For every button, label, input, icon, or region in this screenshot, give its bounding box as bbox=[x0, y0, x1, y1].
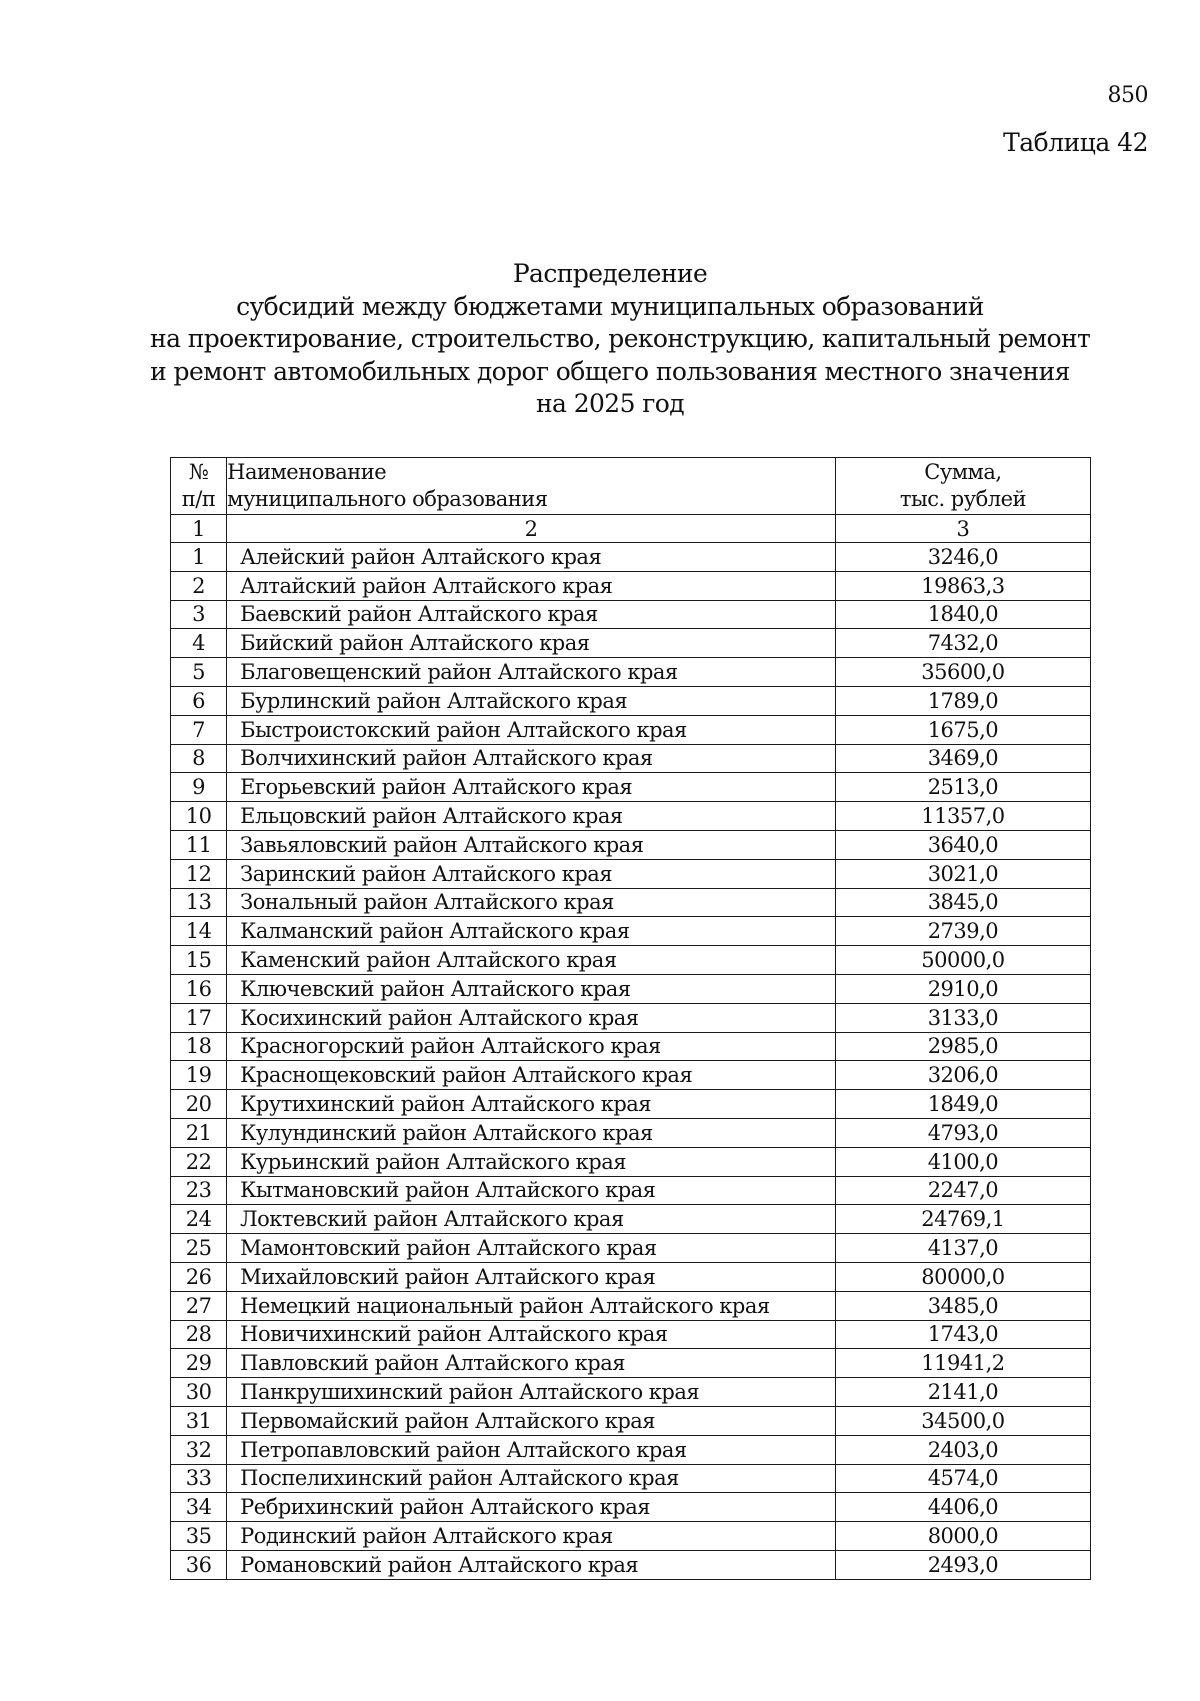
municipality-name: Егорьевский район Алтайского края bbox=[227, 773, 836, 802]
row-number: 27 bbox=[171, 1291, 227, 1320]
municipality-name: Ельцовский район Алтайского края bbox=[227, 802, 836, 831]
municipality-name: Завьяловский район Алтайского края bbox=[227, 830, 836, 859]
table-row bbox=[171, 744, 1091, 773]
table-label: Таблица 42 bbox=[1003, 128, 1148, 157]
table-row bbox=[171, 1032, 1091, 1061]
row-number: 13 bbox=[171, 888, 227, 917]
municipality-name: Заринский район Алтайского края bbox=[227, 859, 836, 888]
header-sum-line1: Сумма, bbox=[924, 460, 1002, 484]
subsidy-amount: 3640,0 bbox=[835, 830, 1090, 859]
header-number-line1: № bbox=[188, 460, 209, 484]
subsidy-amount: 34500,0 bbox=[835, 1406, 1090, 1435]
row-number: 19 bbox=[171, 1061, 227, 1090]
row-number: 24 bbox=[171, 1205, 227, 1234]
table-row bbox=[171, 1205, 1091, 1234]
subsidy-amount: 1840,0 bbox=[835, 600, 1090, 629]
header-name-line2: муниципального образования bbox=[227, 487, 548, 511]
subsidy-amount: 7432,0 bbox=[835, 629, 1090, 658]
subsidy-amount: 2493,0 bbox=[835, 1550, 1090, 1579]
municipality-name: Ключевский район Алтайского края bbox=[227, 974, 836, 1003]
municipality-name: Кытмановский район Алтайского края bbox=[227, 1176, 836, 1205]
subsidy-amount: 3021,0 bbox=[835, 859, 1090, 888]
row-number: 12 bbox=[171, 859, 227, 888]
table-row bbox=[171, 1435, 1091, 1464]
row-number: 14 bbox=[171, 917, 227, 946]
table-row bbox=[171, 1522, 1091, 1551]
subsidy-amount: 24769,1 bbox=[835, 1205, 1090, 1234]
table-row bbox=[171, 1464, 1091, 1493]
table-row bbox=[171, 802, 1091, 831]
municipality-name: Косихинский район Алтайского края bbox=[227, 1003, 836, 1032]
table-row bbox=[171, 1320, 1091, 1349]
subsidy-amount: 2247,0 bbox=[835, 1176, 1090, 1205]
subsidy-amount: 1743,0 bbox=[835, 1320, 1090, 1349]
subsidy-amount: 3133,0 bbox=[835, 1003, 1090, 1032]
table-row bbox=[171, 1406, 1091, 1435]
table-row bbox=[171, 1090, 1091, 1119]
municipality-name: Быстроистокский район Алтайского края bbox=[227, 715, 836, 744]
row-number: 1 bbox=[171, 543, 227, 572]
header-name-line1: Наименование bbox=[227, 460, 387, 484]
table-row bbox=[171, 859, 1091, 888]
municipality-name: Каменский район Алтайского края bbox=[227, 946, 836, 975]
row-number: 16 bbox=[171, 974, 227, 1003]
subsidy-amount: 3845,0 bbox=[835, 888, 1090, 917]
subsidy-amount: 1789,0 bbox=[835, 686, 1090, 715]
table-row bbox=[171, 830, 1091, 859]
subsidy-amount: 2739,0 bbox=[835, 917, 1090, 946]
title-line: и ремонт автомобильных дорог общего пользования местного значения bbox=[150, 356, 1070, 386]
row-number: 3 bbox=[171, 600, 227, 629]
row-number: 28 bbox=[171, 1320, 227, 1349]
table-row bbox=[171, 715, 1091, 744]
municipality-name: Панкрушихинский район Алтайского края bbox=[227, 1378, 836, 1407]
municipality-name: Алейский район Алтайского края bbox=[227, 543, 836, 572]
row-number: 6 bbox=[171, 686, 227, 715]
table-row bbox=[171, 946, 1091, 975]
row-number: 8 bbox=[171, 744, 227, 773]
table-row bbox=[171, 658, 1091, 687]
row-number: 5 bbox=[171, 658, 227, 687]
municipality-name: Немецкий национальный район Алтайского края bbox=[227, 1291, 836, 1320]
subsidy-distribution-table bbox=[170, 457, 1091, 1580]
subsidy-amount: 8000,0 bbox=[835, 1522, 1090, 1551]
subsidy-amount: 4406,0 bbox=[835, 1493, 1090, 1522]
column-index: 1 bbox=[171, 515, 227, 543]
row-number: 32 bbox=[171, 1435, 227, 1464]
title-line: Распределение bbox=[512, 259, 708, 288]
subsidy-amount: 3469,0 bbox=[835, 744, 1090, 773]
subsidy-amount: 2403,0 bbox=[835, 1435, 1090, 1464]
municipality-name: Новичихинский район Алтайского края bbox=[227, 1320, 836, 1349]
row-number: 36 bbox=[171, 1550, 227, 1579]
row-number: 26 bbox=[171, 1262, 227, 1291]
municipality-name: Родинский район Алтайского края bbox=[227, 1522, 836, 1551]
table-row bbox=[171, 974, 1091, 1003]
municipality-name: Павловский район Алтайского края bbox=[227, 1349, 836, 1378]
row-number: 30 bbox=[171, 1378, 227, 1407]
row-number: 23 bbox=[171, 1176, 227, 1205]
municipality-name: Алтайский район Алтайского края bbox=[227, 571, 836, 600]
header-name bbox=[227, 458, 836, 515]
subsidy-amount: 4137,0 bbox=[835, 1234, 1090, 1263]
table-row bbox=[171, 1003, 1091, 1032]
row-number: 15 bbox=[171, 946, 227, 975]
table-row bbox=[171, 1118, 1091, 1147]
subsidy-amount: 4793,0 bbox=[835, 1118, 1090, 1147]
municipality-name: Краснощековский район Алтайского края bbox=[227, 1061, 836, 1090]
subsidy-amount: 50000,0 bbox=[835, 946, 1090, 975]
municipality-name: Волчихинский район Алтайского края bbox=[227, 744, 836, 773]
header-sum bbox=[835, 458, 1090, 515]
row-number: 11 bbox=[171, 830, 227, 859]
municipality-name: Калманский район Алтайского края bbox=[227, 917, 836, 946]
subsidy-amount: 19863,3 bbox=[835, 571, 1090, 600]
document-title bbox=[150, 258, 1091, 421]
table-row bbox=[171, 543, 1091, 572]
table-row bbox=[171, 1291, 1091, 1320]
table-row bbox=[171, 1349, 1091, 1378]
table-row bbox=[171, 1147, 1091, 1176]
subsidy-amount: 80000,0 bbox=[835, 1262, 1090, 1291]
municipality-name: Курьинский район Алтайского края bbox=[227, 1147, 836, 1176]
title-line: на 2025 год bbox=[535, 389, 685, 418]
row-number: 31 bbox=[171, 1406, 227, 1435]
row-number: 9 bbox=[171, 773, 227, 802]
row-number: 7 bbox=[171, 715, 227, 744]
row-number: 17 bbox=[171, 1003, 227, 1032]
subsidy-amount: 2985,0 bbox=[835, 1032, 1090, 1061]
table-row bbox=[171, 1378, 1091, 1407]
subsidy-amount: 2910,0 bbox=[835, 974, 1090, 1003]
municipality-name: Локтевский район Алтайского края bbox=[227, 1205, 836, 1234]
page-number: 850 bbox=[1107, 83, 1148, 108]
row-number: 20 bbox=[171, 1090, 227, 1119]
row-number: 33 bbox=[171, 1464, 227, 1493]
table-row bbox=[171, 888, 1091, 917]
title-line: субсидий между бюджетами муниципальных образований bbox=[236, 291, 984, 321]
row-number: 29 bbox=[171, 1349, 227, 1378]
municipality-name: Крутихинский район Алтайского края bbox=[227, 1090, 836, 1119]
subsidy-amount: 11941,2 bbox=[835, 1349, 1090, 1378]
subsidy-amount: 3485,0 bbox=[835, 1291, 1090, 1320]
row-number: 35 bbox=[171, 1522, 227, 1551]
table-header-row bbox=[171, 458, 1091, 515]
municipality-name: Бурлинский район Алтайского края bbox=[227, 686, 836, 715]
municipality-name: Зональный район Алтайского края bbox=[227, 888, 836, 917]
municipality-name: Романовский район Алтайского края bbox=[227, 1550, 836, 1579]
subsidy-amount: 1849,0 bbox=[835, 1090, 1090, 1119]
municipality-name: Михайловский район Алтайского края bbox=[227, 1262, 836, 1291]
table-row bbox=[171, 917, 1091, 946]
table-row bbox=[171, 629, 1091, 658]
row-number: 22 bbox=[171, 1147, 227, 1176]
municipality-name: Красногорский район Алтайского края bbox=[227, 1032, 836, 1061]
municipality-name: Благовещенский район Алтайского края bbox=[227, 658, 836, 687]
row-number: 25 bbox=[171, 1234, 227, 1263]
subsidy-amount: 2141,0 bbox=[835, 1378, 1090, 1407]
subsidy-amount: 2513,0 bbox=[835, 773, 1090, 802]
table-row bbox=[171, 1262, 1091, 1291]
subsidy-amount: 1675,0 bbox=[835, 715, 1090, 744]
table-row bbox=[171, 571, 1091, 600]
column-index-row bbox=[171, 515, 1091, 543]
subsidy-amount: 11357,0 bbox=[835, 802, 1090, 831]
municipality-name: Поспелихинский район Алтайского края bbox=[227, 1464, 836, 1493]
table-row bbox=[171, 773, 1091, 802]
table-row bbox=[171, 1176, 1091, 1205]
subsidy-amount: 4100,0 bbox=[835, 1147, 1090, 1176]
column-index: 3 bbox=[835, 515, 1090, 543]
row-number: 4 bbox=[171, 629, 227, 658]
table-row bbox=[171, 1234, 1091, 1263]
table-row bbox=[171, 1550, 1091, 1579]
row-number: 21 bbox=[171, 1118, 227, 1147]
row-number: 34 bbox=[171, 1493, 227, 1522]
table-row bbox=[171, 600, 1091, 629]
municipality-name: Петропавловский район Алтайского края bbox=[227, 1435, 836, 1464]
municipality-name: Ребрихинский район Алтайского края bbox=[227, 1493, 836, 1522]
municipality-name: Кулундинский район Алтайского края bbox=[227, 1118, 836, 1147]
row-number: 18 bbox=[171, 1032, 227, 1061]
subsidy-amount: 3246,0 bbox=[835, 543, 1090, 572]
subsidy-amount: 35600,0 bbox=[835, 658, 1090, 687]
row-number: 2 bbox=[171, 571, 227, 600]
table-row bbox=[171, 1493, 1091, 1522]
column-index: 2 bbox=[227, 515, 836, 543]
subsidy-amount: 3206,0 bbox=[835, 1061, 1090, 1090]
table-row bbox=[171, 1061, 1091, 1090]
header-number-line2: п/п bbox=[181, 487, 216, 511]
municipality-name: Баевский район Алтайского края bbox=[227, 600, 836, 629]
header-sum-line2: тыс. рублей bbox=[899, 487, 1027, 511]
row-number: 10 bbox=[171, 802, 227, 831]
table-row bbox=[171, 686, 1091, 715]
title-line: на проектирование, строительство, реконструкцию, капитальный ремонт bbox=[150, 324, 1091, 353]
municipality-name: Мамонтовский район Алтайского края bbox=[227, 1234, 836, 1263]
municipality-name: Первомайский район Алтайского края bbox=[227, 1406, 836, 1435]
header-number bbox=[171, 458, 227, 515]
subsidy-amount: 4574,0 bbox=[835, 1464, 1090, 1493]
municipality-name: Бийский район Алтайского края bbox=[227, 629, 836, 658]
